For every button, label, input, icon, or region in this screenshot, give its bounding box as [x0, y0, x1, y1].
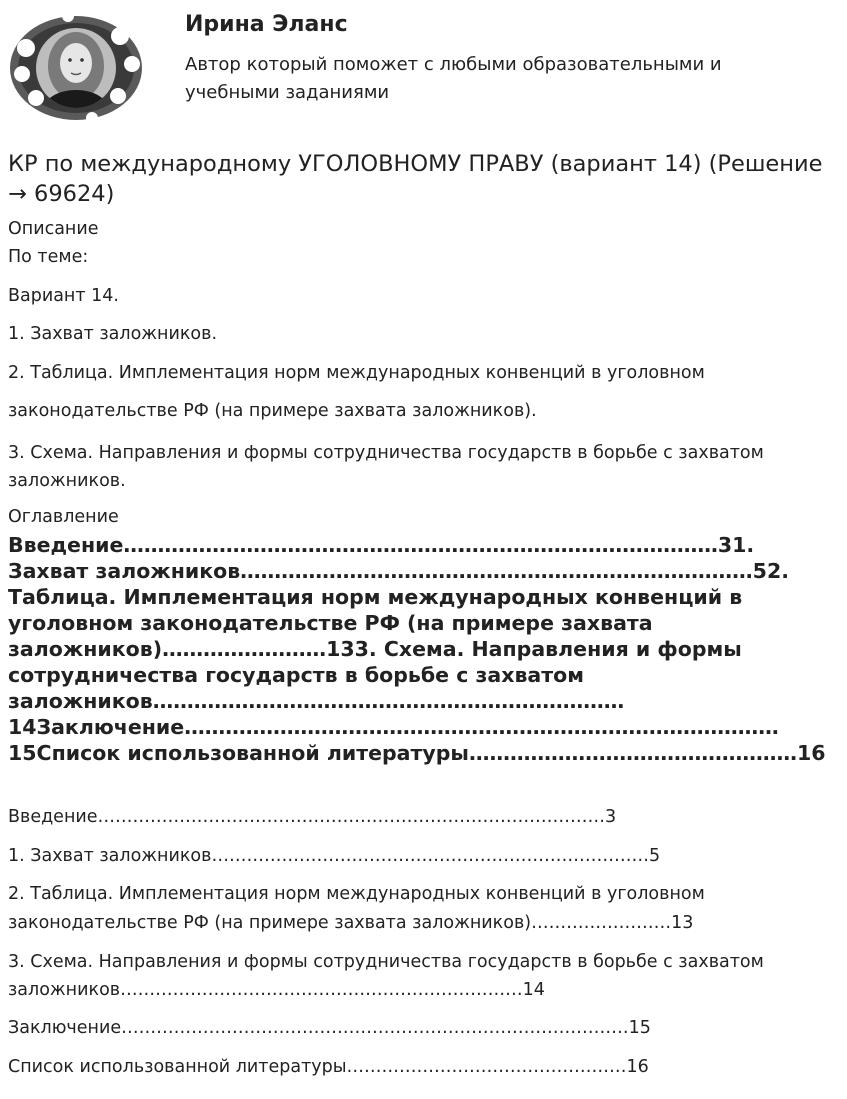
toc-entry-introduction: Введение……………………………………………………………………………3	[8, 807, 617, 827]
topic-label: По теме:	[8, 247, 89, 267]
toc-entry-hostage-taking: 1. Захват заложников…………………………………………………………………5	[8, 846, 661, 866]
task-item-3: 3. Схема. Направления и формы сотрудничества государств в борьбе с захватом заложников.	[8, 443, 764, 491]
author-name[interactable]: Ирина Эланс	[185, 12, 348, 37]
task-item-2-continuation: законодательстве РФ (на примере захвата заложников).	[8, 401, 537, 421]
page-title: КР по международному УГОЛОВНОМУ ПРАВУ (вариант 14) (Решение → 69624)	[8, 151, 823, 207]
film-frame-avatar-image	[8, 8, 150, 126]
contents-label: Оглавление	[8, 507, 119, 527]
description-label: Описание	[8, 219, 99, 239]
author-avatar[interactable]	[8, 8, 150, 126]
contents-bold-block: Введение……………………………………………………………………………31. Захват заложников…………………………………………………………………52. Таблица. Имплементация норм международных конвенций в уголовном законодательстве РФ (на примере захвата заложников)……………………133. Схема. Направления и формы сотрудничества государств в борьбе с захватом заложников…………………………………………………………… 14Заключение…………………………………………………………………………… 15Список использованной литературы…………………………………………16	[8, 533, 826, 765]
author-description: Автор который поможет с любыми образовательными и учебными заданиями	[185, 54, 722, 103]
variant-text: Вариант 14.	[8, 286, 119, 306]
toc-entry-table: 2. Таблица. Имплементация норм международных конвенций в уголовном	[8, 884, 705, 904]
toc-entry-scheme-continuation: заложников……………………………………………………………14	[8, 980, 545, 1000]
task-item-1: 1. Захват заложников.	[8, 324, 218, 344]
toc-entry-references: Список использованной литературы…………………………………………16	[8, 1057, 649, 1077]
toc-entry-table-continuation: законодательстве РФ (на примере захвата заложников)……………………13	[8, 913, 694, 933]
author-header	[0, 0, 847, 130]
toc-entry-scheme: 3. Схема. Направления и формы сотрудничества государств в борьбе с захватом	[8, 952, 764, 972]
task-item-2: 2. Таблица. Имплементация норм международных конвенций в уголовном	[8, 363, 705, 383]
toc-entry-conclusion: Заключение……………………………………………………………………………15	[8, 1018, 651, 1038]
